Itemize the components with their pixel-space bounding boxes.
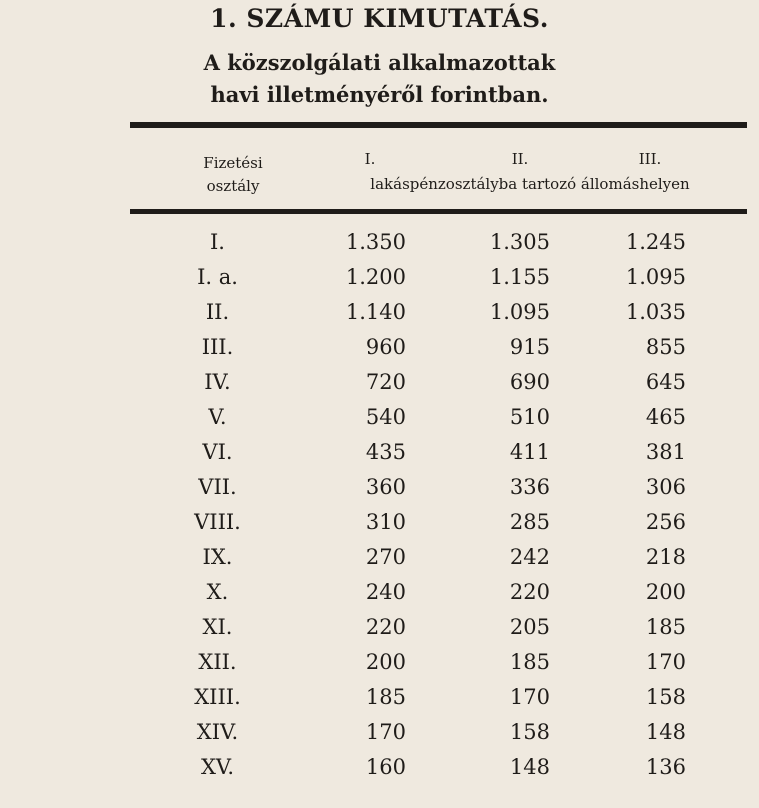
housing-class-1-cell: 220 [365,615,406,639]
housing-class-2-cell: 690 [509,370,550,394]
salary-class-cell: X. [206,580,229,604]
housing-class-1-cell: 170 [365,720,406,744]
housing-class-3-cell: 1.035 [625,300,686,324]
housing-class-2-cell: 336 [509,475,550,499]
document-title: 1. SZÁMU KIMUTATÁS. [210,4,549,33]
header-class-label-line-2: osztály [206,177,260,195]
table-row [0,300,759,335]
housing-class-3-cell: 158 [645,685,686,709]
header-col-2: II. [511,150,529,168]
document-subtitle-line-1: A közszolgálati alkalmazottak [203,50,556,75]
housing-class-1-cell: 435 [365,440,406,464]
table-row [0,685,759,720]
housing-class-2-cell: 205 [509,615,550,639]
housing-class-2-cell: 148 [509,755,550,779]
table-row [0,510,759,545]
salary-class-cell: IV. [204,370,231,394]
housing-class-3-cell: 185 [645,615,686,639]
housing-class-3-cell: 1.095 [625,265,686,289]
table-row [0,440,759,475]
housing-class-3-cell: 306 [645,475,686,499]
housing-class-2-cell: 915 [509,335,550,359]
table-header-rule [130,209,747,214]
table-row [0,265,759,300]
housing-class-1-cell: 185 [365,685,406,709]
housing-class-2-cell: 1.155 [489,265,550,289]
salary-class-cell: VIII. [194,510,241,534]
header-col-1: I. [364,150,376,168]
housing-class-1-cell: 1.200 [345,265,406,289]
salary-class-cell: XII. [198,650,237,674]
housing-class-3-cell: 645 [645,370,686,394]
housing-class-1-cell: 160 [365,755,406,779]
table-row [0,230,759,265]
housing-class-1-cell: 200 [365,650,406,674]
salary-class-cell: I. [210,230,225,254]
salary-class-cell: I. a. [197,265,238,289]
housing-class-3-cell: 381 [645,440,686,464]
housing-class-3-cell: 170 [645,650,686,674]
housing-class-3-cell: 256 [645,510,686,534]
housing-class-2-cell: 1.095 [489,300,550,324]
salary-class-cell: XIII. [194,685,241,709]
housing-class-1-cell: 540 [365,405,406,429]
housing-class-3-cell: 855 [645,335,686,359]
salary-class-cell: IX. [202,545,233,569]
table-top-rule [130,122,747,128]
housing-class-2-cell: 285 [509,510,550,534]
salary-class-cell: XIV. [196,720,239,744]
table-row [0,545,759,580]
housing-class-1-cell: 1.350 [345,230,406,254]
housing-class-3-cell: 465 [645,405,686,429]
housing-class-1-cell: 960 [365,335,406,359]
table-row [0,405,759,440]
header-span-label: lakáspénzosztályba tartozó állomáshelyen [370,175,690,193]
header-col-3: III. [638,150,662,168]
housing-class-3-cell: 200 [645,580,686,604]
salary-class-cell: II. [205,300,230,324]
table-row [0,475,759,510]
housing-class-3-cell: 148 [645,720,686,744]
table-row [0,580,759,615]
housing-class-2-cell: 170 [509,685,550,709]
housing-class-2-cell: 158 [509,720,550,744]
header-class-label-line-1: Fizetési [203,154,263,172]
housing-class-1-cell: 360 [365,475,406,499]
table-row [0,755,759,790]
housing-class-1-cell: 270 [365,545,406,569]
housing-class-2-cell: 1.305 [489,230,550,254]
table-row [0,650,759,685]
housing-class-2-cell: 510 [509,405,550,429]
salary-class-cell: V. [208,405,227,429]
housing-class-3-cell: 136 [645,755,686,779]
salary-class-cell: VII. [198,475,237,499]
table-row [0,615,759,650]
document-subtitle-line-2: havi illetményéről forintban. [210,82,549,107]
housing-class-1-cell: 240 [365,580,406,604]
housing-class-3-cell: 218 [645,545,686,569]
table-row [0,720,759,755]
housing-class-2-cell: 220 [509,580,550,604]
salary-class-cell: VI. [202,440,233,464]
housing-class-1-cell: 310 [365,510,406,534]
salary-class-cell: XV. [200,755,235,779]
housing-class-2-cell: 242 [509,545,550,569]
housing-class-1-cell: 1.140 [345,300,406,324]
table-row [0,335,759,370]
housing-class-2-cell: 185 [509,650,550,674]
housing-class-3-cell: 1.245 [625,230,686,254]
table-row [0,370,759,405]
housing-class-2-cell: 411 [509,440,550,464]
salary-class-cell: XI. [202,615,233,639]
table-body [0,230,759,790]
housing-class-1-cell: 720 [365,370,406,394]
salary-class-cell: III. [201,335,234,359]
